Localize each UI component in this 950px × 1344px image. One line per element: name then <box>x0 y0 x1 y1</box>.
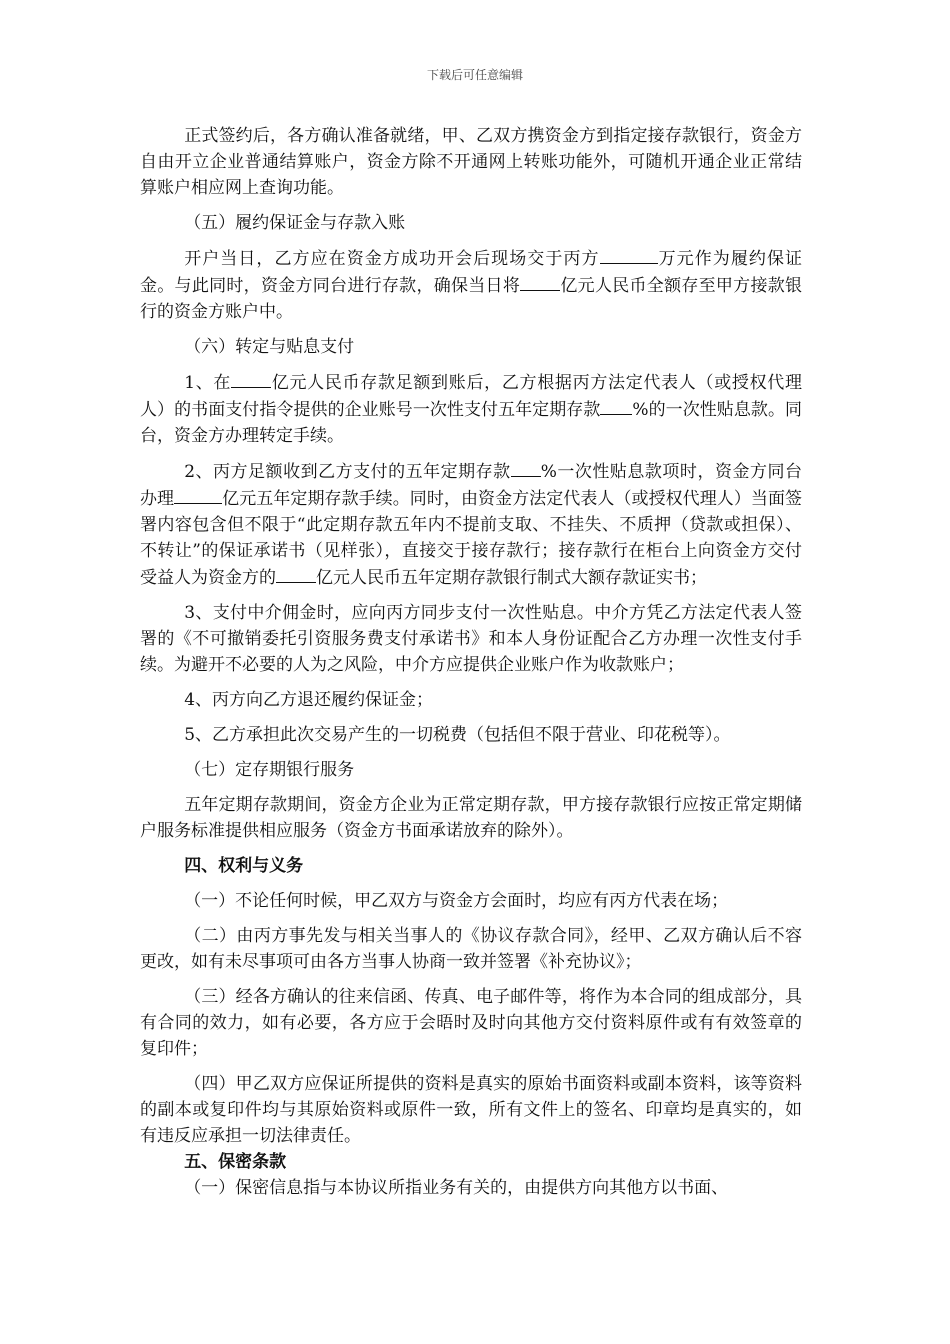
rights-item-4: （四）甲乙双方应保证所提供的资料是真实的原始书面资料或副本资料，该等资料的副本或复印件均与其原始资料或原件一致，所有文件上的签名、印章均是真实的，如有违反应承担一切法律责任。 <box>140 1074 802 1146</box>
page-header: 下载后可任意编辑 <box>426 68 523 82</box>
confidentiality-item-1: （一）保密信息指与本协议所指业务有关的，由提供方向其他方以书面、 <box>184 1178 729 1198</box>
text: 亿元人民币存款足额到账后，乙方根据丙方法定代表人（或授权代理人）的书面支付指令提供的企业账号一次性支付五年定期存款 <box>140 373 802 420</box>
item-5: 5、乙方承担此次交易产生的一切税费（包括但不限于营业、印花税等）。 <box>184 725 731 745</box>
item-3: 3、支付中介佣金时，应向丙方同步支付一次性贴息。中介方凭乙方法定代表人签署的《不可撤销委托引资服务费支付承诺书》和本人身份证配合乙方办理一次性支付手续。为避开不必要的人为之风险，中介方应提供企业账户作为收款账户； <box>140 603 802 675</box>
section-heading-5: 五、保密条款 <box>184 1152 287 1172</box>
rights-item-2: （二）由丙方事先发与相关当事人的《协议存款合同》，经甲、乙双方确认后不容更改，如有未尽事项可由各方当事人协商一致并签署《补充协议》； <box>140 926 802 972</box>
blank-field <box>600 245 658 264</box>
subheading-5: （五）履约保证金与存款入账 <box>184 213 406 233</box>
document-body <box>140 123 802 1210</box>
blank-field <box>600 396 632 415</box>
subheading-6: （六）转定与贴息支付 <box>184 337 355 357</box>
blank-field <box>231 369 271 388</box>
paragraph-bank-service: 五年定期存款期间，资金方企业为正常定期存款，甲方接存款银行应按正常定期储户服务标准提供相应服务（资金方书面承诺放弃的除外）。 <box>140 795 802 841</box>
text: 亿元五年定期存款手续。同时，由资金方法定代表人（或授权代理人）当面签署内容包含但不限于“此定期存款五年内不提前支取、不挂失、不质押（贷款或担保）、不转让”的保证承诺书（见样张），直接交于接存款行；接存款行在柜台上向资金方交付受益人为资金方的 <box>140 489 803 588</box>
blank-field <box>276 564 316 583</box>
paragraph-signing: 正式签约后，各方确认准备就绪，甲、乙双方携资金方到指定接存款银行，资金方自由开立企业普通结算账户，资金方除不开通网上转账功能外，可随机开通企业正常结算账户相应网上查询功能。 <box>140 126 802 198</box>
blank-field <box>174 485 222 504</box>
blank-field <box>511 458 541 477</box>
blank-field <box>520 272 560 291</box>
text: %的一次性贴息款。同台，资金方办理转定手续。 <box>140 400 803 446</box>
text: 亿元人民币五年定期存款银行制式大额存款证实书； <box>316 568 707 588</box>
text: 1、在 <box>184 373 232 393</box>
section-heading-4: 四、权利与义务 <box>184 856 304 876</box>
text: 万元作为履约保证金。与此同时，资金方同台进行存款，确保当日将 <box>140 249 802 296</box>
rights-item-1: （一）不论任何时候，甲乙双方与资金方会面时，均应有丙方代表在场； <box>184 891 729 911</box>
text: 2、丙方足额收到乙方支付的五年定期存款 <box>184 462 511 482</box>
text: %一次性贴息款项时，资金方同台办理 <box>140 462 802 509</box>
item-4: 4、丙方向乙方退还履约保证金； <box>184 690 434 710</box>
text: 开户当日，乙方应在资金方成功开会后现场交于丙方 <box>184 249 600 269</box>
text: 亿元人民币全额存至甲方接款银行的资金方账户中。 <box>140 276 803 322</box>
item-2 <box>140 458 802 591</box>
paragraph-deposit <box>140 245 802 325</box>
item-1 <box>140 369 802 449</box>
rights-item-3: （三）经各方确认的往来信函、传真、电子邮件等，将作为本合同的组成部分，具有合同的效力，如有必要，各方应于会晤时及时向其他方交付资料原件或有有效签章的复印件； <box>140 987 802 1059</box>
subheading-7: （七）定存期银行服务 <box>184 760 355 780</box>
